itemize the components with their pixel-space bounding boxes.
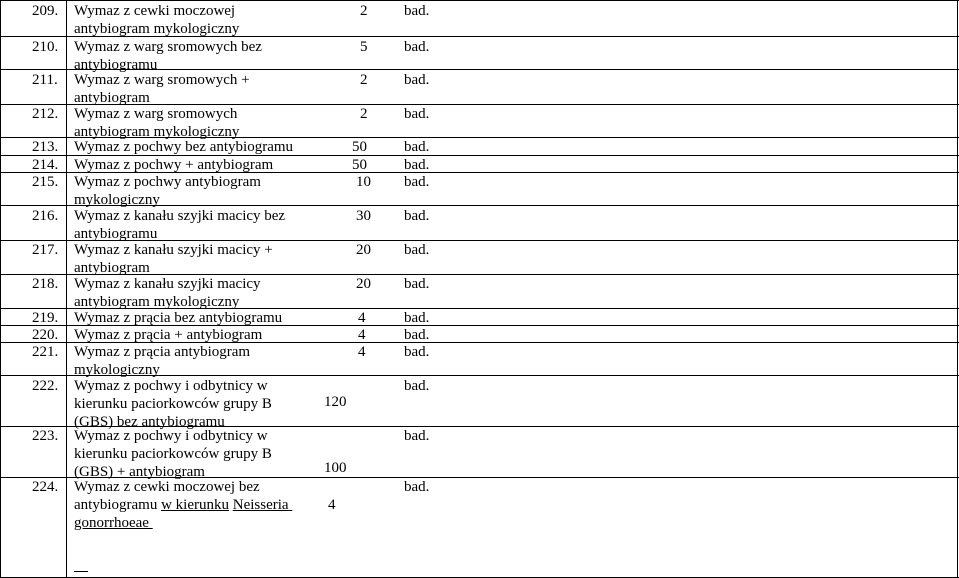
description-line: kierunku paciorkowców grupy B xyxy=(74,446,272,462)
row-description: Wymaz z prącia + antybiogram xyxy=(74,327,263,343)
description-line: Wymaz z pochwy i odbytnicy w xyxy=(74,378,268,394)
row-unit: bad. xyxy=(404,327,430,343)
row-description xyxy=(74,343,250,379)
table-border-number-column xyxy=(66,0,67,578)
row-description xyxy=(74,275,261,311)
row-number: 214. xyxy=(32,157,59,173)
description-line: antybiogramu xyxy=(74,57,158,73)
row-unit: bad. xyxy=(404,72,430,88)
underline-mark xyxy=(74,571,88,572)
row-unit: bad. xyxy=(404,276,430,292)
description-line: antybiogramu xyxy=(74,497,158,513)
row-unit: bad. xyxy=(404,242,430,258)
row-description: Wymaz z pochwy bez antybiogramu xyxy=(74,139,294,155)
row-unit: bad. xyxy=(404,310,430,326)
row-quantity: 4 xyxy=(358,310,366,326)
row-number: 224. xyxy=(32,479,59,495)
row-description xyxy=(74,71,250,107)
description-line: antybiogram xyxy=(74,90,150,106)
description-line: mykologiczny xyxy=(74,362,160,378)
row-quantity: 50 xyxy=(352,139,367,155)
description-line: Wymaz z warg sromowych xyxy=(74,106,238,122)
row-unit: bad. xyxy=(404,106,430,122)
row-quantity: 4 xyxy=(358,327,366,343)
row-number: 221. xyxy=(32,344,59,360)
row-number: 209. xyxy=(32,3,59,19)
row-quantity: 4 xyxy=(328,497,336,513)
row-number: 222. xyxy=(32,378,59,394)
row-description xyxy=(74,2,239,38)
description-line: Wymaz z cewki moczowej xyxy=(74,3,236,19)
description-line: gonorrhoeae xyxy=(74,515,149,531)
row-quantity: 4 xyxy=(358,344,366,360)
row-description: Wymaz z pochwy + antybiogram xyxy=(74,157,274,173)
table-border-left xyxy=(0,0,1,578)
description-line: antybiogram mykologiczny xyxy=(74,21,240,37)
row-number: 215. xyxy=(32,174,59,190)
row-quantity: 5 xyxy=(360,39,368,55)
description-line: Wymaz z prącia antybiogram xyxy=(74,344,251,360)
description-line: w kierunku xyxy=(161,497,229,513)
description-line: Wymaz z pochwy antybiogram xyxy=(74,174,261,190)
description-line: antybiogram mykologiczny xyxy=(74,124,240,140)
row-unit: bad. xyxy=(404,378,430,394)
row-quantity: 20 xyxy=(356,276,371,292)
row-description xyxy=(74,241,273,277)
row-description xyxy=(74,478,292,532)
row-unit: bad. xyxy=(404,428,430,444)
row-quantity: 30 xyxy=(356,208,371,224)
row-divider xyxy=(0,0,959,1)
row-unit: bad. xyxy=(404,174,430,190)
description-line: Wymaz z kanału szyjki macicy bez xyxy=(74,208,286,224)
description-line: (GBS) + antybiogram xyxy=(74,464,205,480)
row-quantity: 2 xyxy=(360,106,368,122)
row-description xyxy=(74,207,285,243)
description-line: Wymaz z pochwy i odbytnicy w xyxy=(74,428,268,444)
row-number: 220. xyxy=(32,327,59,343)
row-quantity: 2 xyxy=(360,72,368,88)
row-number: 213. xyxy=(32,139,59,155)
row-quantity: 100 xyxy=(324,460,347,476)
description-line: (GBS) bez antybiogramu xyxy=(74,414,225,430)
row-unit: bad. xyxy=(404,157,430,173)
row-description: Wymaz z prącia bez antybiogramu xyxy=(74,310,283,326)
description-line: Neisseria xyxy=(232,497,289,513)
row-unit: bad. xyxy=(404,208,430,224)
row-quantity: 120 xyxy=(324,394,347,410)
description-line: kierunku paciorkowców grupy B xyxy=(74,396,272,412)
row-quantity: 50 xyxy=(352,157,367,173)
row-description xyxy=(74,377,272,431)
row-number: 211. xyxy=(32,72,58,88)
row-quantity: 10 xyxy=(356,174,371,190)
description-line: antybiogramu xyxy=(74,226,158,242)
row-unit: bad. xyxy=(404,3,430,19)
row-unit: bad. xyxy=(404,479,430,495)
row-unit: bad. xyxy=(404,39,430,55)
description-line: Wymaz z cewki moczowej bez xyxy=(74,479,260,495)
row-description xyxy=(74,427,272,481)
row-quantity: 2 xyxy=(360,3,368,19)
row-unit: bad. xyxy=(404,344,430,360)
row-number: 219. xyxy=(32,310,59,326)
row-description xyxy=(74,173,261,209)
row-number: 223. xyxy=(32,428,59,444)
description-line: Wymaz z warg sromowych bez xyxy=(74,39,262,55)
description-line: mykologiczny xyxy=(74,192,160,208)
row-number: 218. xyxy=(32,276,59,292)
row-number: 216. xyxy=(32,208,59,224)
row-quantity: 20 xyxy=(356,242,371,258)
row-description xyxy=(74,38,262,74)
description-line: Wymaz z kanału szyjki macicy + xyxy=(74,242,273,258)
row-unit: bad. xyxy=(404,139,430,155)
row-number: 217. xyxy=(32,242,59,258)
row-description xyxy=(74,105,239,141)
description-line: Wymaz z warg sromowych + xyxy=(74,72,250,88)
description-line: Wymaz z kanału szyjki macicy xyxy=(74,276,261,292)
row-number: 212. xyxy=(32,106,59,122)
description-line: antybiogram mykologiczny xyxy=(74,294,240,310)
row-number: 210. xyxy=(32,39,59,55)
table-border-right xyxy=(957,0,958,578)
description-line: antybiogram xyxy=(74,260,150,276)
